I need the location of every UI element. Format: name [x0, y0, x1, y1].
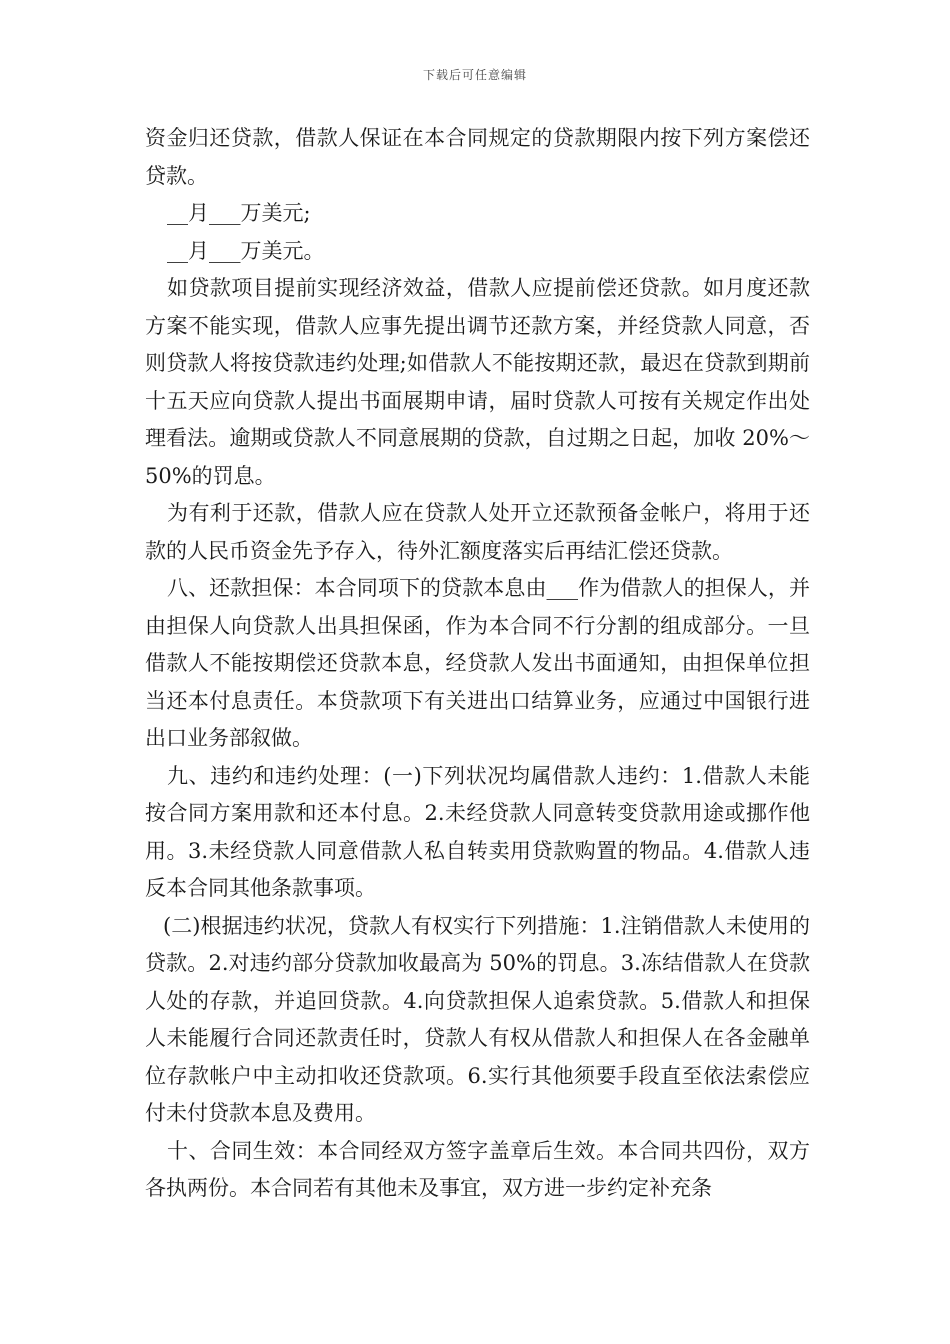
paragraph-loan-repayment-plan: 资金归还贷款，借款人保证在本合同规定的贷款期限内按下列方案偿还贷款。: [145, 126, 810, 188]
paragraph-reserve-account: 为有利于还款，借款人应在贷款人处开立还款预备金帐户，将用于还款的人民币资金先予存入，待外汇额度落实后再结汇偿还贷款。: [145, 501, 810, 563]
paragraph-installment-1: __月___万美元;: [167, 201, 311, 225]
header-note: 下载后可任意编辑: [422, 68, 527, 82]
paragraph-section-9-measures: (二)根据违约状况，贷款人有权实行下列措施：1.注销借款人未使用的贷款。2.对违约部分贷款加收最高为 50%的罚息。3.冻结借款人在贷款人处的存款，并追回贷款。4.向贷款担保人追索贷款。5.借款人和担保人未能履行合同还款责任时，贷款人有权从借款人和担保人在各金融单位存款帐户中主动扣收还贷款项。6.实行其他须要手段直至依法索偿应付未付贷款本息及费用。: [145, 913, 810, 1125]
paragraph-installment-2: __月___万美元。: [167, 238, 325, 263]
paragraph-section-9-default: 九、违约和违约处理：(一)下列状况均属借款人违约：1.借款人未能按合同方案用款和还本付息。2.未经贷款人同意转变贷款用途或挪作他用。3.未经贷款人同意借款人私自转卖用贷款购置的物品。4.借款人违反本合同其他条款事项。: [145, 763, 810, 900]
document-body: [145, 120, 810, 1208]
paragraph-section-8-guarantee: 八、还款担保：本合同项下的贷款本息由___作为借款人的担保人，并由担保人向贷款人出具担保函，作为本合同不行分割的组成部分。一旦借款人不能按期偿还贷款本息，经贷款人发出书面通知，由担保单位担当还本付息责任。本贷款项下有关进出口结算业务，应通过中国银行进出口业务部叙做。: [145, 576, 810, 750]
paragraph-early-repayment: 如贷款项目提前实现经济效益，借款人应提前偿还贷款。如月度还款方案不能实现，借款人应事先提出调节还款方案，并经贷款人同意，否则贷款人将按贷款违约处理;如借款人不能按期还款，最迟在贷款到期前十五天应向贷款人提出书面展期申请，届时贷款人可按有关规定作出处理看法。逾期或贷款人不同意展期的贷款，自过期之日起，加收 20%～50%的罚息。: [145, 276, 810, 488]
paragraph-section-10-effect: 十、合同生效：本合同经双方签字盖章后生效。本合同共四份，双方各执两份。本合同若有其他未及事宜，双方进一步约定补充条: [145, 1138, 810, 1200]
